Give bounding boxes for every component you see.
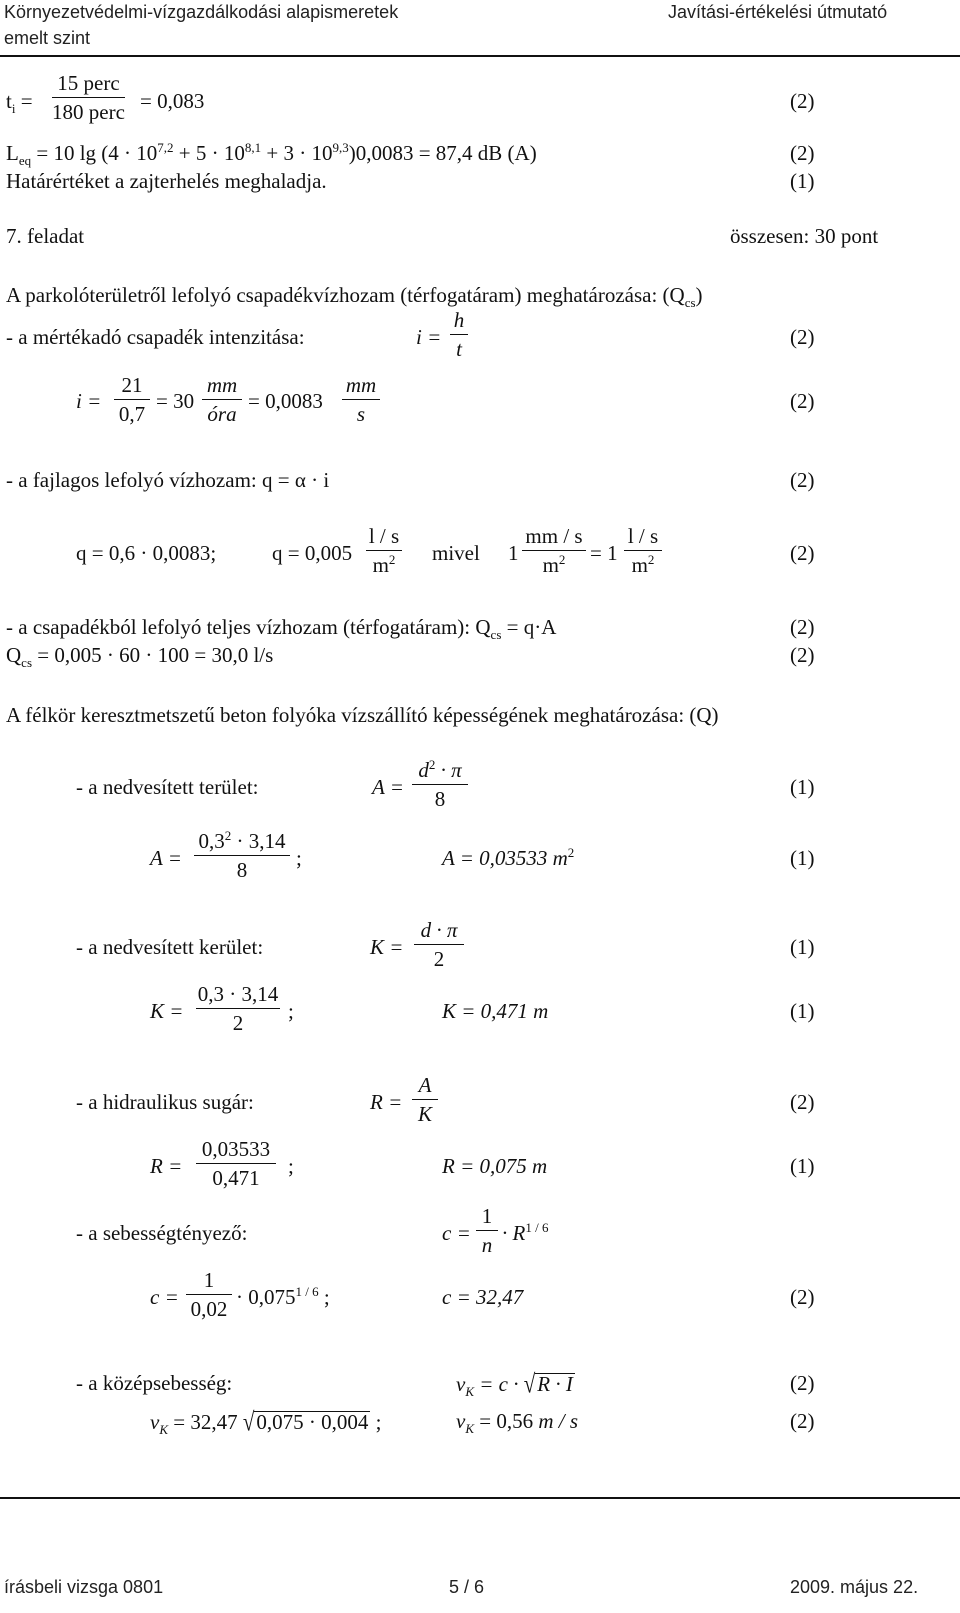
radius-result: R = 0,075 m bbox=[442, 1154, 548, 1178]
meanspeed-points: (2) bbox=[790, 1371, 815, 1395]
spec-runoff-label: - a fajlagos lefolyó vízhozam: q = α · i bbox=[6, 468, 330, 492]
area-calc-points: (1) bbox=[790, 846, 815, 870]
q-equiv-fraction-2: l / s $m^2$ bbox=[624, 524, 662, 577]
spec-runoff-points: (2) bbox=[790, 468, 815, 492]
perim-symbol: K = bbox=[370, 935, 404, 959]
i-calc-fraction-3: mm s bbox=[342, 373, 380, 426]
perim-points: (1) bbox=[790, 935, 815, 959]
ti-symbol: $t_i$ = bbox=[6, 89, 33, 117]
meanspeed-formula: $v_K = c \cdot √R \cdot I$ bbox=[456, 1368, 573, 1400]
perim-calc-fraction: 0,3 · 3,14 2 bbox=[197, 982, 279, 1036]
total-runoff-label: - a csapadékból lefolyó teljes vízhozam (térfogatáram): $Q_{cs} = q\cdot A$ bbox=[6, 615, 557, 643]
q-mivel: mivel bbox=[432, 541, 480, 565]
meanspeed-calc: $v_K = 32,47$ √0,075 · 0,004 ; bbox=[150, 1406, 382, 1438]
limit-statement: Határértéket a zajterhelés meghaladja. bbox=[6, 169, 327, 193]
speedcoef-calc-symbol: c = bbox=[150, 1285, 179, 1309]
footer-page-number: 5 / 6 bbox=[449, 1577, 485, 1597]
q-calc-points: (2) bbox=[790, 541, 815, 565]
speedcoef-points: (2) bbox=[790, 1285, 815, 1309]
ti-result: = 0,083 bbox=[140, 89, 205, 113]
header-divider bbox=[0, 55, 960, 57]
speedcoef-formula-tail: · $R^{1 / 6}$ bbox=[502, 1220, 549, 1245]
radius-calc-points: (1) bbox=[790, 1154, 815, 1178]
intensity-symbol: i = bbox=[416, 325, 442, 349]
area-calc-symbol: A = bbox=[150, 846, 182, 870]
i-calc-mid: = 30 bbox=[156, 389, 195, 413]
intensity-label: - a mértékadó csapadék intenzitása: bbox=[6, 325, 305, 349]
ti-fraction bbox=[52, 71, 125, 124]
speedcoef-symbol: c = bbox=[442, 1221, 471, 1245]
perim-label: - a nedvesített kerület: bbox=[76, 935, 264, 959]
q-calc-a: q = 0,6 · 0,0083; bbox=[76, 541, 217, 565]
perim-calc-sep: ; bbox=[288, 999, 294, 1023]
area-points: (1) bbox=[790, 775, 815, 799]
area-calc-fraction: $0,3^2 \cdot 3,14$ 8 bbox=[194, 829, 290, 882]
q-equiv-fraction-1: mm / s $m^2$ bbox=[522, 524, 586, 577]
area-symbol: A = bbox=[372, 775, 404, 799]
meanspeed-result: $v_K = 0,56$ m / s bbox=[456, 1409, 579, 1437]
header-level: emelt szint bbox=[4, 28, 91, 48]
speedcoef-calc-tail: · $0,075^{1 / 6}$ ; bbox=[236, 1284, 330, 1309]
ti-denominator: 180 perc bbox=[52, 100, 125, 125]
radius-label: - a hidraulikus sugár: bbox=[76, 1090, 254, 1114]
footer-divider bbox=[0, 1497, 960, 1499]
total-runoff-points: (2) bbox=[790, 615, 815, 639]
speedcoef-result: c = 32,47 bbox=[442, 1285, 524, 1309]
area-calc-sep: ; bbox=[296, 846, 302, 870]
radius-calc-sep: ; bbox=[288, 1154, 294, 1178]
header-title: Környezetvédelmi-vízgazdálkodási alapismeretek bbox=[4, 2, 399, 22]
ti-points: (2) bbox=[790, 89, 815, 113]
speedcoef-calc-fraction: 1 0,02 bbox=[186, 1268, 232, 1321]
radius-points: (2) bbox=[790, 1090, 815, 1114]
footer-exam-code: írásbeli vizsga 0801 bbox=[4, 1577, 164, 1597]
limit-points: (1) bbox=[790, 169, 815, 193]
i-calc-symbol: i = bbox=[76, 389, 102, 413]
perim-calc-symbol: K = bbox=[150, 999, 184, 1023]
radius-formula-fraction: A K bbox=[412, 1073, 438, 1126]
header-guide: Javítási-értékelési útmutató bbox=[668, 2, 888, 22]
perim-calc-points: (1) bbox=[790, 999, 815, 1023]
radius-calc-fraction: 0,03533 0,471 bbox=[196, 1137, 276, 1190]
meanspeed-label: - a középsebesség: bbox=[76, 1371, 233, 1395]
i-calc-result: = 0,0083 bbox=[248, 389, 323, 413]
q-equiv-one-b: = 1 bbox=[590, 541, 618, 565]
q-equiv-one-a: 1 bbox=[508, 541, 519, 565]
runoff-intro: A parkolóterületről lefolyó csapadékvízhozam (térfogatáram) meghatározása: $(Q_{cs})$ bbox=[6, 283, 703, 311]
area-label: - a nedvesített terület: bbox=[76, 775, 259, 799]
qcs-calc-points: (2) bbox=[790, 643, 815, 667]
q-calc-b: q = 0,005 bbox=[272, 541, 353, 565]
qcs-calc: $Q_{cs} = 0,005 \cdot 60 \cdot 100 = 30,0$ l/s bbox=[6, 643, 274, 671]
ti-numerator: 15 perc bbox=[57, 71, 120, 95]
perim-result: K = 0,471 m bbox=[442, 999, 549, 1023]
i-calc-fraction-1: 21 0,7 bbox=[114, 373, 150, 426]
channel-intro: A félkör keresztmetszetű beton folyóka vízszállító képességének meghatározása: (Q) bbox=[6, 703, 719, 727]
meanspeed-calc-points: (2) bbox=[790, 1409, 815, 1433]
area-formula-fraction: $d^2 \cdot \pi$ 8 bbox=[412, 758, 468, 811]
area-result: A = 0,03533 $m^2$ bbox=[442, 845, 575, 870]
task-total-points: összesen: 30 pont bbox=[730, 224, 879, 248]
perim-formula-fraction: d · π 2 bbox=[414, 918, 464, 971]
intensity-points: (2) bbox=[790, 325, 815, 349]
radius-calc-symbol: R = bbox=[150, 1154, 183, 1178]
leq-formula: $L_{eq} = 10$ $\lg (4 \cdot 10^{7,2} + 5 \cdot 10^{8,1} + 3 \cdot 10^{9,3})0,0083 = 87,4$ dB (A) bbox=[6, 140, 537, 169]
q-unit-fraction: l / s $m^2$ bbox=[366, 524, 402, 577]
footer-date: 2009. május 22. bbox=[790, 1577, 919, 1597]
speedcoef-label: - a sebességtényező: bbox=[76, 1221, 248, 1245]
leq-points: (2) bbox=[790, 141, 815, 165]
i-calc-fraction-2: mm óra bbox=[202, 373, 242, 426]
speedcoef-formula-fraction: 1 n bbox=[476, 1204, 498, 1257]
intensity-fraction: h t bbox=[450, 308, 468, 361]
i-calc-points: (2) bbox=[790, 389, 815, 413]
task-title: 7. feladat bbox=[6, 224, 85, 248]
radius-symbol: R = bbox=[370, 1090, 403, 1114]
